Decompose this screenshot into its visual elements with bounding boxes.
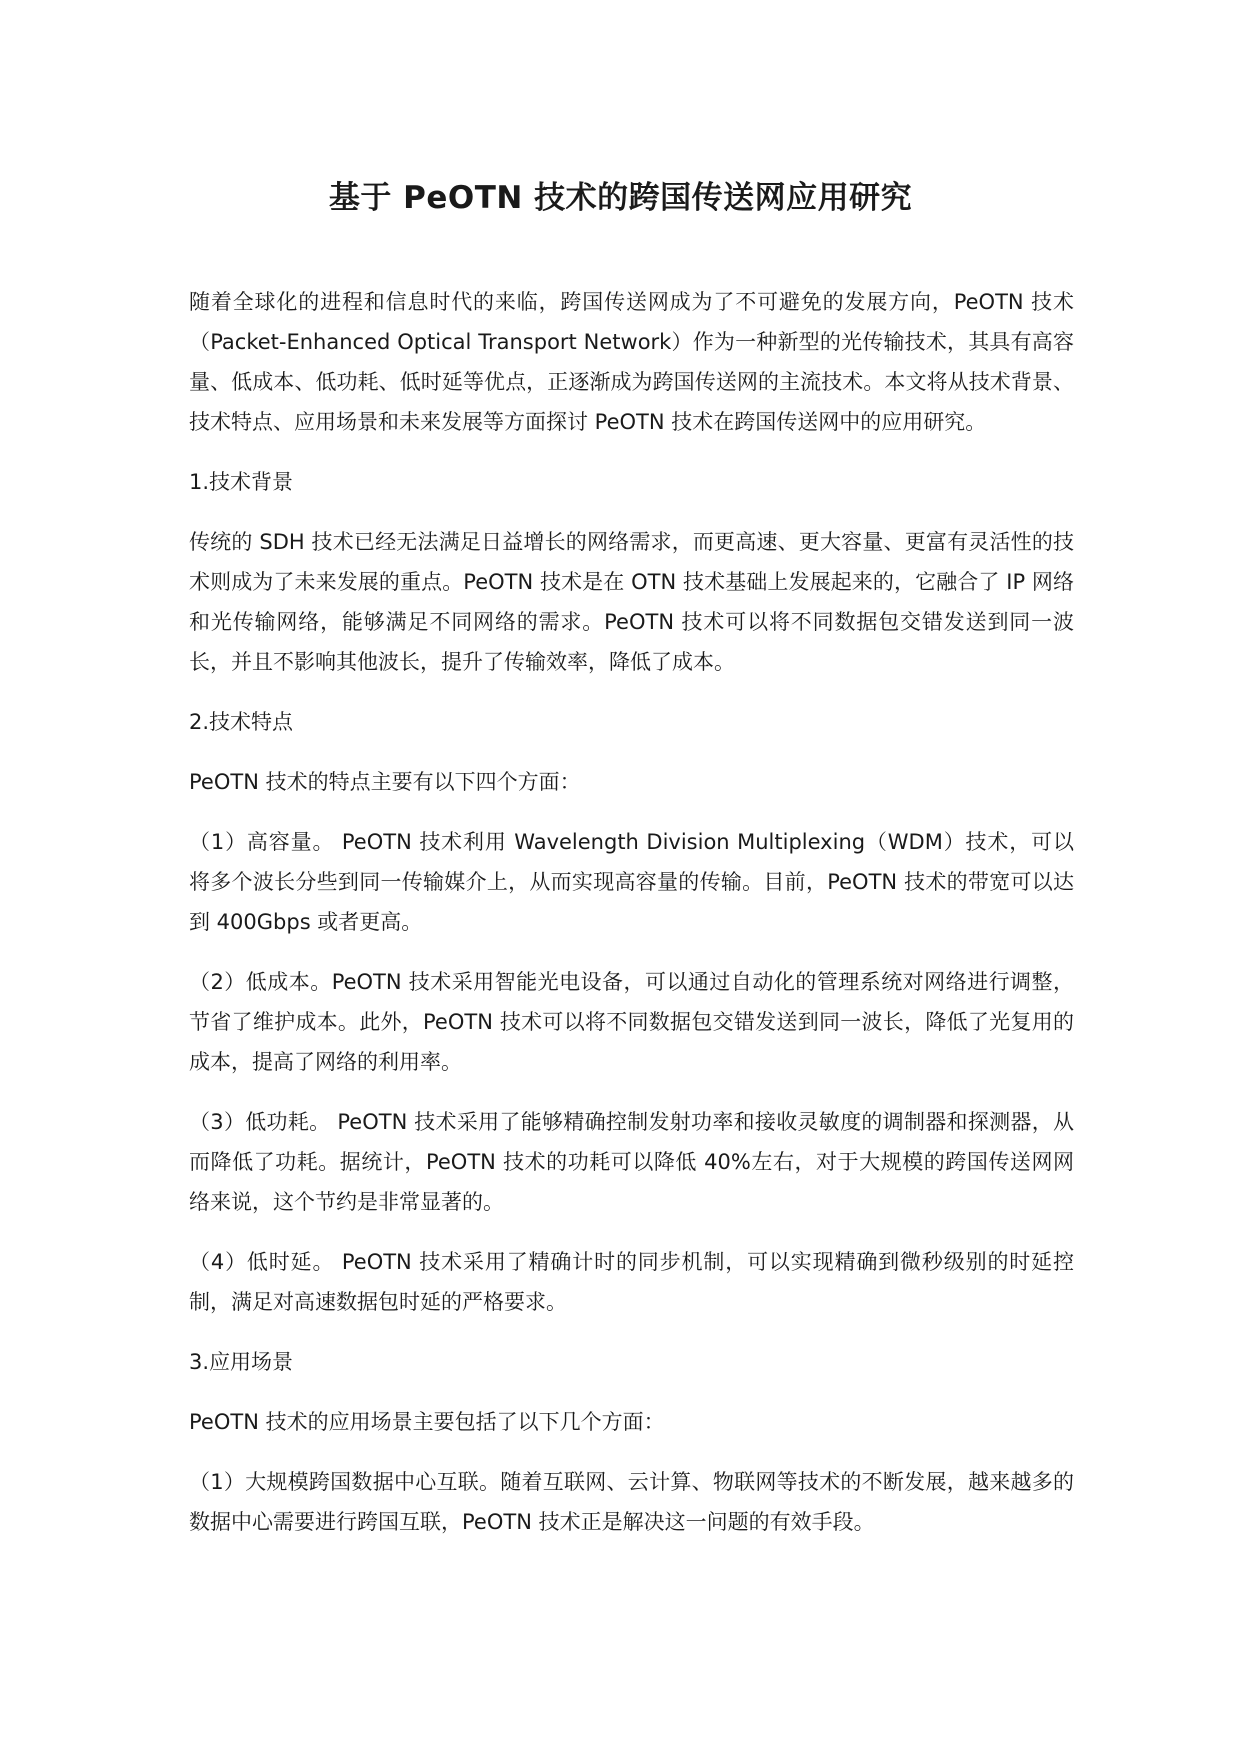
intro-paragraph: 随着全球化的进程和信息时代的来临，跨国传送网成为了不可避免的发展方向，PeOTN 技术（Packet-Enhanced Optical Transport Network）作为一种新型的光传输技术，其具有高容量、低成本、低功耗、低时延等优点，正逐渐成为跨国传送网的主流技术。本文将从技术背景、技术特点、应用场景和未来发展等方面探讨 PeOTN 技术在跨国传送网中的应用研究。 xyxy=(189,290,1074,434)
document-title: 基于 PeOTN 技术的跨国传送网应用研究 xyxy=(328,180,913,216)
document-body xyxy=(189,282,1074,1562)
scenario-datacenter-paragraph: （1）大规模跨国数据中心互联。随着互联网、云计算、物联网等技术的不断发展，越来越多的数据中心需要进行跨国互联，PeOTN 技术正是解决这一问题的有效手段。 xyxy=(189,1470,1074,1534)
section-heading-scenarios: 3.应用场景 xyxy=(189,1350,294,1374)
section-heading-features: 2.技术特点 xyxy=(189,710,294,734)
feature-low-latency-paragraph: （4）低时延。 PeOTN 技术采用了精确计时的同步机制，可以实现精确到微秒级别的时延控制，满足对高速数据包时延的严格要求。 xyxy=(189,1250,1074,1314)
section-heading-background: 1.技术背景 xyxy=(189,470,294,494)
feature-high-capacity-paragraph: （1）高容量。 PeOTN 技术利用 Wavelength Division Multiplexing（WDM）技术，可以将多个波长分些到同一传输媒介上，从而实现高容量的传输。目前，PeOTN 技术的带宽可以达到 400Gbps 或者更高。 xyxy=(189,830,1074,934)
scenarios-intro-paragraph: PeOTN 技术的应用场景主要包括了以下几个方面： xyxy=(189,1410,665,1434)
feature-low-cost-paragraph: （2）低成本。PeOTN 技术采用智能光电设备，可以通过自动化的管理系统对网络进行调整，节省了维护成本。此外，PeOTN 技术可以将不同数据包交错发送到同一波长，降低了光复用的成本，提高了网络的利用率。 xyxy=(189,970,1074,1074)
feature-low-power-paragraph: （3）低功耗。 PeOTN 技术采用了能够精确控制发射功率和接收灵敏度的调制器和探测器，从而降低了功耗。据统计，PeOTN 技术的功耗可以降低 40%左右，对于大规模的跨国传送网网络来说，这个节约是非常显著的。 xyxy=(189,1110,1074,1214)
background-paragraph: 传统的 SDH 技术已经无法满足日益增长的网络需求，而更高速、更大容量、更富有灵活性的技术则成为了未来发展的重点。PeOTN 技术是在 OTN 技术基础上发展起来的，它融合了 IP 网络和光传输网络，能够满足不同网络的需求。PeOTN 技术可以将不同数据包交错发送到同一波长，并且不影响其他波长，提升了传输效率，降低了成本。 xyxy=(189,530,1074,674)
features-intro-paragraph: PeOTN 技术的特点主要有以下四个方面： xyxy=(189,770,581,794)
